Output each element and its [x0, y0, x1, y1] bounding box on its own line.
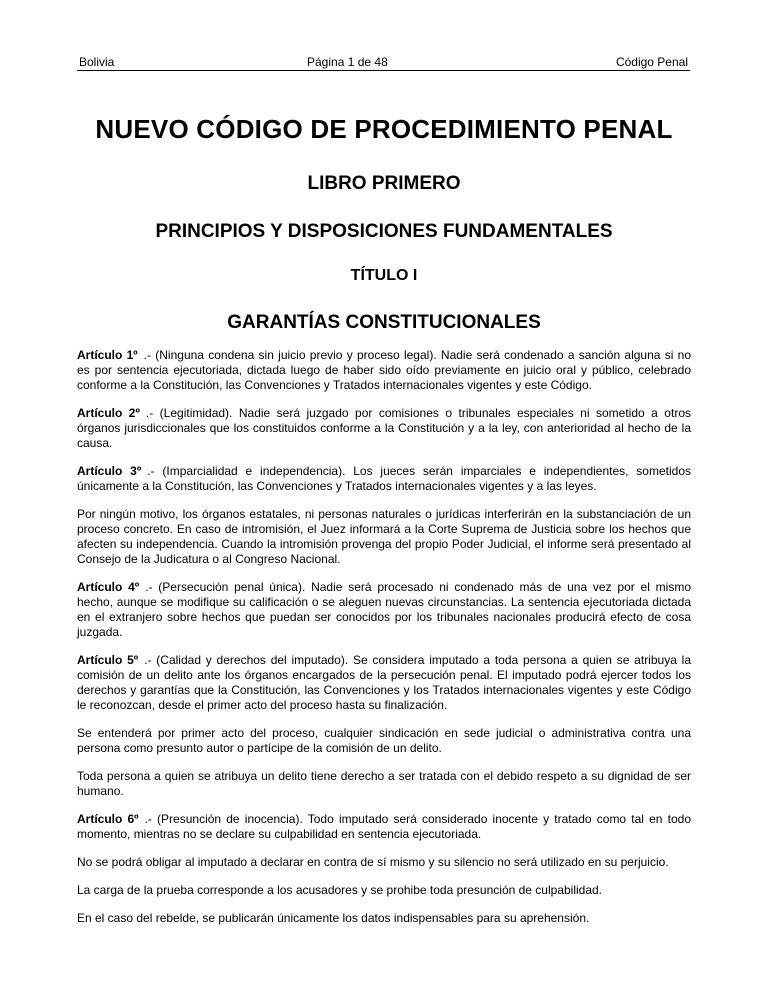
article-label: Artículo 1º: [77, 348, 138, 362]
article-label: Artículo 5º: [77, 653, 139, 667]
article-paragraph: [77, 580, 691, 640]
paragraph-text: La carga de la prueba corresponde a los acusadores y se prohibe toda presunción de culpabilidad.: [77, 883, 603, 897]
article-text: .- (Ninguna condena sin juicio previo y proceso legal). Nadie será condenado a sanción alguna si no es por sentencia ejecutoriada, dictada luego de haber sido oído previamente en juicio oral y público, celebrado conforme a la Constitución, las Convenciones y Tratados internacionales vigentes y este Código.: [77, 348, 691, 392]
page-header: [77, 55, 690, 71]
article-text: .- (Persecución penal única). Nadie será procesado ni condenado más de una vez por el mismo hecho, aunque se modifique su calificación o se aleguen nuevas circunstancias. La sentencia ejecutoriada dictada en el extranjero sobre hechos que puedan ser conocidos por los tribunales nacionales producirá efecto de cosa juzgada.: [77, 580, 691, 639]
article-text: .- (Imparcialidad e independencia). Los jueces serán imparciales e independientes, sometidos únicamente a la Constitución, las Convenciones y Tratados internacionales vigentes y a las leyes.: [77, 464, 691, 493]
paragraph: [77, 507, 691, 567]
paragraph: [77, 726, 691, 756]
paragraph-text: En el caso del rebelde, se publicarán únicamente los datos indispensables para su aprehensión.: [77, 911, 590, 925]
paragraph: [77, 883, 691, 898]
article-paragraph: [77, 348, 691, 393]
article-label: Artículo 6º: [77, 812, 139, 826]
header-page-number: Página 1 de 48: [307, 55, 388, 69]
paragraph-text: Toda persona a quien se atribuya un delito tiene derecho a ser tratada con el debido respeto a su dignidad de ser humano.: [77, 769, 691, 798]
article-text: .- (Presunción de inocencia). Todo imputado será considerado inocente y tratado como tal en todo momento, mientras no se declare su culpabilidad en sentencia ejecutoriada.: [77, 812, 691, 841]
article-paragraph: [77, 812, 691, 842]
article-paragraph: [77, 464, 691, 494]
article-label: Artículo 2º: [77, 406, 140, 420]
paragraph-text: Por ningún motivo, los órganos estatales, ni personas naturales o jurídicas interferirán en la substanciación de un proceso concreto. En caso de intromisión, el Juez informará a la Corte Suprema de Justicia sobre los hechos que afecten su independencia. Cuando la intromisión provenga del propio Poder Judicial, el informe será presentado al Consejo de la Judicatura o al Congreso Nacional.: [77, 507, 691, 566]
document-title: NUEVO CÓDIGO DE PROCEDIMIENTO PENAL: [95, 114, 673, 144]
book-heading: LIBRO PRIMERO: [307, 173, 461, 194]
article-paragraph: [77, 653, 691, 713]
article-label: Artículo 3º: [77, 464, 142, 478]
paragraph: [77, 769, 691, 799]
title-heading: TÍTULO I: [350, 267, 418, 284]
document-body: [77, 348, 691, 939]
header-doc-name: Código Penal: [615, 55, 688, 69]
article-text: .- (Calidad y derechos del imputado). Se considera imputado a toda persona a quien se atribuya la comisión de un delito ante los órganos encargados de la persecución penal. El imputado podrá ejercer todos los derechos y garantías que la Constitución, las Convenciones y los Tratados internacionales vigentes y este Código le reconozcan, desde el primer acto del proceso hasta su finalización.: [77, 653, 691, 712]
paragraph: [77, 855, 691, 870]
paragraph-text: Se entenderá por primer acto del proceso, cualquier sindicación en sede judicial o administrativa contra una persona como presunto autor o partícipe de la comisión de un delito.: [77, 726, 691, 755]
header-country: Bolivia: [79, 55, 115, 69]
guarantees-heading: GARANTÍAS CONSTITUCIONALES: [227, 312, 541, 333]
principles-heading: PRINCIPIOS Y DISPOSICIONES FUNDAMENTALES: [155, 221, 613, 242]
paragraph: [77, 911, 691, 926]
article-label: Artículo 4º: [77, 580, 140, 594]
article-paragraph: [77, 406, 691, 451]
article-text: .- (Legitimidad). Nadie será juzgado por comisiones o tribunales especiales ni sometido a otros órganos jurisdiccionales que los constituidos conforme a la Constitución y a la ley, con anterioridad al hecho de la causa.: [77, 406, 691, 450]
paragraph-text: No se podrá obligar al imputado a declarar en contra de sí mismo y su silencio no será utilizado en su perjuicio.: [77, 855, 669, 869]
